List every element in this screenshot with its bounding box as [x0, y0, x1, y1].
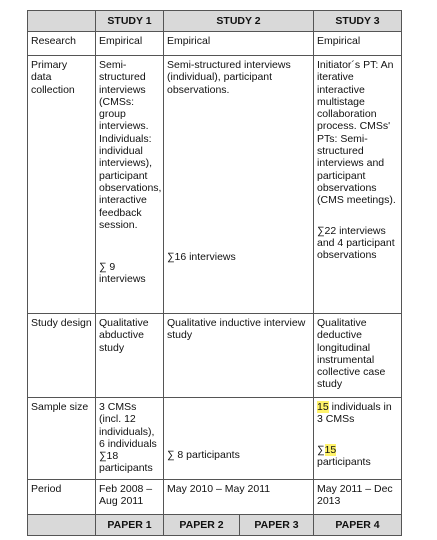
cell-sample-study-3 [314, 398, 402, 480]
footer-row [28, 515, 402, 536]
sample-study-2-total: ∑ 8 participants [167, 449, 240, 461]
sample-study-3-count-highlight: 15 [317, 401, 329, 413]
footer-paper-2: PAPER 2 [164, 515, 240, 536]
cell-period-study-3: May 2011 – Dec 2013 [314, 480, 402, 515]
row-primary-data-collection [28, 56, 402, 314]
cell-primary-study-1 [96, 56, 164, 314]
cell-research-study-1: Empirical [96, 32, 164, 56]
cell-primary-study-3 [314, 56, 402, 314]
cell-sample-study-1 [96, 398, 164, 480]
sample-study-3-description: individuals in 3 CMSs [317, 401, 392, 426]
row-label-primary-data-collection: Primary data collection [28, 56, 96, 314]
studies-table [27, 10, 402, 536]
sample-study-1-total: ∑18 participants [99, 450, 153, 475]
header-study-3: STUDY 3 [314, 11, 402, 32]
footer-corner-cell [28, 515, 96, 536]
sample-study-3-total-label: participants [317, 455, 371, 468]
primary-study-2-total: ∑16 interviews [167, 250, 236, 263]
header-corner-cell [28, 11, 96, 32]
cell-research-study-3: Empirical [314, 32, 402, 56]
primary-study-1-description: Semi-structured interviews (CMSs: group interviews. Individuals: individual interviews), participant observations, interactive feedback session. [99, 59, 162, 231]
footer-paper-1: PAPER 1 [96, 515, 164, 536]
footer-paper-3: PAPER 3 [240, 515, 314, 536]
footer-paper-4: PAPER 4 [314, 515, 402, 536]
header-study-2: STUDY 2 [164, 11, 314, 32]
row-label-period: Period [28, 480, 96, 515]
cell-period-study-2: May 2010 – May 2011 [164, 480, 314, 515]
cell-research-study-2: Empirical [164, 32, 314, 56]
row-period [28, 480, 402, 515]
primary-study-2-description: Semi-structured interviews (individual), participant observations. [167, 59, 291, 96]
row-label-research: Research [28, 32, 96, 56]
row-study-design [28, 314, 402, 398]
cell-primary-study-2 [164, 56, 314, 314]
row-label-sample-size: Sample size [28, 398, 96, 480]
cell-sample-study-2 [164, 398, 314, 480]
row-sample-size [28, 398, 402, 480]
row-label-study-design: Study design [28, 314, 96, 398]
sample-study-1-description: 3 CMSs (incl. 12 individuals), 6 individuals [99, 401, 157, 450]
header-row [28, 11, 402, 32]
cell-design-study-3: Qualitative deductive longitudinal instrumental collective case study [314, 314, 402, 398]
primary-study-3-description: Initiator´s PT: An iterative interactive multistage collaboration process. CMSs' PTs: Semi-structured interviews and participant observations (CMS meetings). [317, 59, 396, 207]
sample-study-3-sum-symbol: ∑ [317, 443, 325, 456]
cell-design-study-2: Qualitative inductive interview study [164, 314, 314, 398]
sample-study-3-total-highlight: 15 [324, 443, 337, 456]
primary-study-1-total: ∑ 9 interviews [99, 261, 146, 286]
cell-design-study-1: Qualitative abductive study [96, 314, 164, 398]
row-research [28, 32, 402, 56]
cell-period-study-1: Feb 2008 – Aug 2011 [96, 480, 164, 515]
primary-study-3-total: ∑22 interviews and 4 participant observations [317, 224, 395, 262]
header-study-1: STUDY 1 [96, 11, 164, 32]
